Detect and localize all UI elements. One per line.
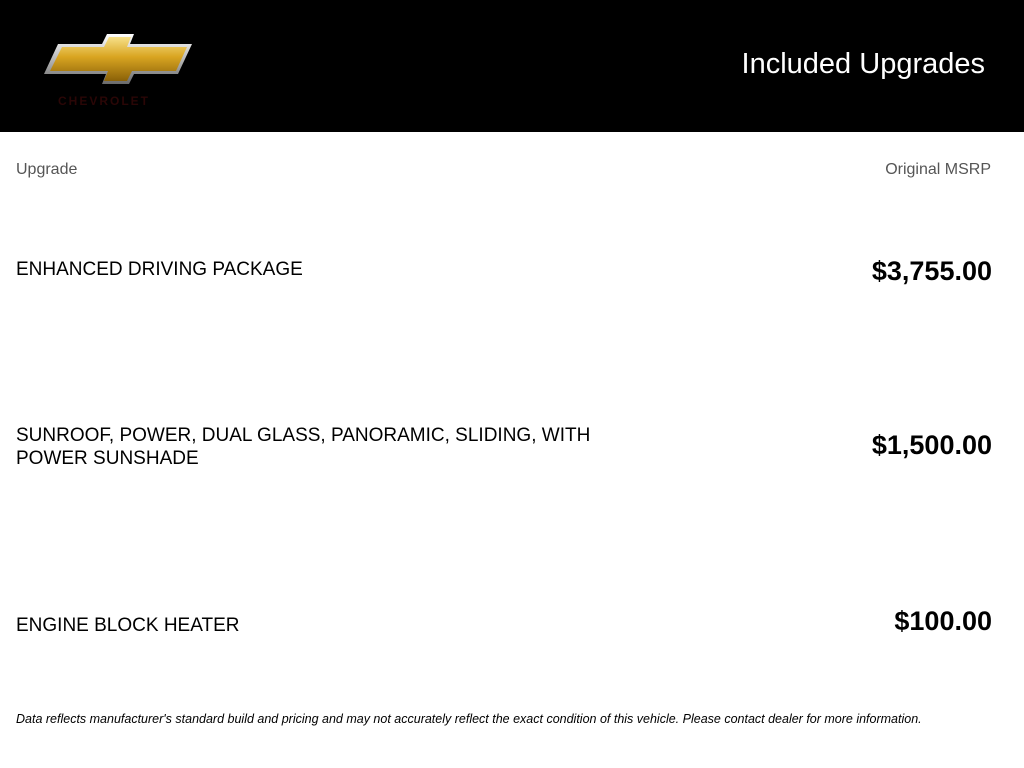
upgrade-name: SUNROOF, POWER, DUAL GLASS, PANORAMIC, SLIDING, WITH POWER SUNSHADE: [16, 425, 591, 469]
column-header-upgrade: Upgrade: [16, 161, 78, 178]
page-title: Included Upgrades: [741, 48, 985, 80]
upgrade-price: $3,755.00: [871, 256, 992, 286]
upgrade-name: ENHANCED DRIVING PACKAGE: [16, 259, 303, 280]
upgrade-name: ENGINE BLOCK HEATER: [16, 615, 240, 636]
upgrade-price: $100.00: [894, 606, 992, 636]
disclaimer-text: Data reflects manufacturer's standard build and pricing and may not accurately reflect the exact condition of this vehicle. Please contact dealer for more information.: [16, 712, 922, 726]
logo-wordmark: CHEVROLET: [58, 94, 151, 108]
column-header-msrp: Original MSRP: [885, 161, 991, 178]
upgrade-price: $1,500.00: [871, 430, 992, 460]
header-bar: [0, 0, 1024, 132]
